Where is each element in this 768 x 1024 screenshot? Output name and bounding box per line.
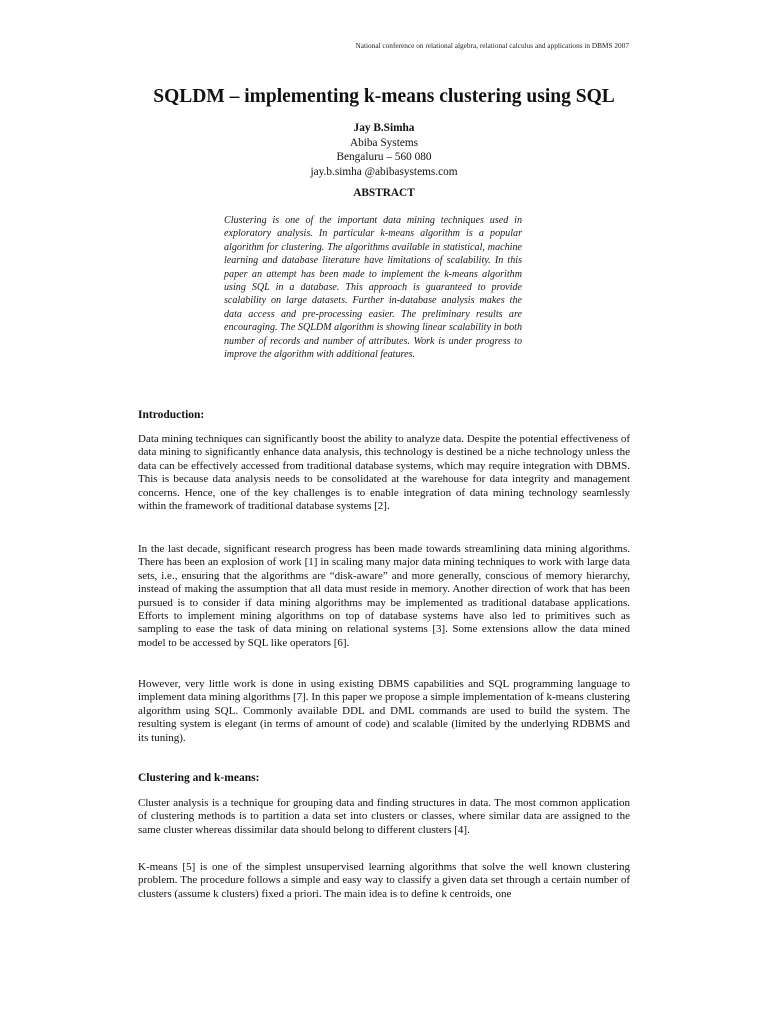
- clustering-paragraph-2: K-means [5] is one of the simplest unsupervised learning algorithms that solve the well known clustering problem. The procedure follows a simple and easy way to classify a given data set through a certain number of clusters (assume k clusters) fixed a priori. The main idea is to define k centroids, one: [138, 861, 630, 900]
- introduction-heading: Introduction:: [138, 409, 205, 421]
- author-name: Jay B.Simha: [353, 122, 415, 134]
- author-location: Bengaluru – 560 080: [336, 151, 432, 163]
- clustering-heading: Clustering and k-means:: [138, 772, 260, 784]
- abstract-text: Clustering is one of the important data mining techniques used in exploratory analysis. In particular k-means algorithm is a popular algorithm for clustering. The algorithms available in statistical, machine learning and database literature have limitations of scalability. In this paper an attempt has been made to implement the k-means algorithm using SQL in a database. This approach is guaranteed to provide scalability on large datasets. Further in-database analysis makes the data access and pre-processing easier. The preliminary results are encouraging. The SQLDM algorithm is showing linear scalability in both number of records and number of attributes. Work is under progress to improve the algorithm with additional features.: [224, 215, 522, 361]
- introduction-paragraph-2: In the last decade, significant research progress has been made towards streamlining data mining algorithms. There has been an explosion of work [1] in scaling many major data mining techniques to work with large data sets, i.e., ensuring that the algorithms are “disk-aware” and more generally, conscious of memory hierarchy, instead of making the assumption that all data must reside in memory. Another direction of work that has been pursued is to consider if data mining algorithms may be implemented as traditional database applications. Efforts to implement mining algorithms on top of database systems have also led to primitives such as sampling to ease the task of data mining on relational systems [3]. Some extensions allow the data mined model to be accessed by SQL like operators [6].: [138, 543, 630, 649]
- author-block: [0, 121, 768, 179]
- paper-title: SQLDM – implementing k-means clustering using SQL: [153, 86, 615, 107]
- abstract-heading: ABSTRACT: [353, 187, 415, 199]
- author-affiliation: Abiba Systems: [349, 136, 419, 149]
- introduction-paragraph-1: Data mining techniques can significantly boost the ability to analyze data. Despite the potential effectiveness of data mining to significantly enhance data analysis, this technology is destined be a niche technology unless the data can be effectively accessed from traditional database systems, which may require integration with DBMS. This is because data analysis needs to be consolidated at the warehouse for data integrity and management concerns. Hence, one of the key challenges is to enable integration of data mining technology seamlessly within the framework of traditional database systems [2].: [138, 433, 630, 513]
- author-email: jay.b.simha @abibasystems.com: [310, 165, 458, 178]
- running-header: National conference on relational algebra, relational calculus and applications in DBMS 2007: [355, 41, 629, 50]
- clustering-paragraph-1: Cluster analysis is a technique for grouping data and finding structures in data. The most common application of clustering methods is to partition a data set into clusters or classes, where similar data are assigned to the same cluster whereas dissimilar data should belong to different clusters [4].: [138, 797, 630, 836]
- introduction-paragraph-3: However, very little work is done in using existing DBMS capabilities and SQL programming language to implement data mining algorithms [7]. In this paper we propose a simple implementation of k-means clustering algorithm using SQL. Commonly available DDL and DML commands are used to build the system. The resulting system is elegant (in terms of amount of code) and scalable (limited by the underlying RDBMS and its tuning).: [138, 678, 630, 744]
